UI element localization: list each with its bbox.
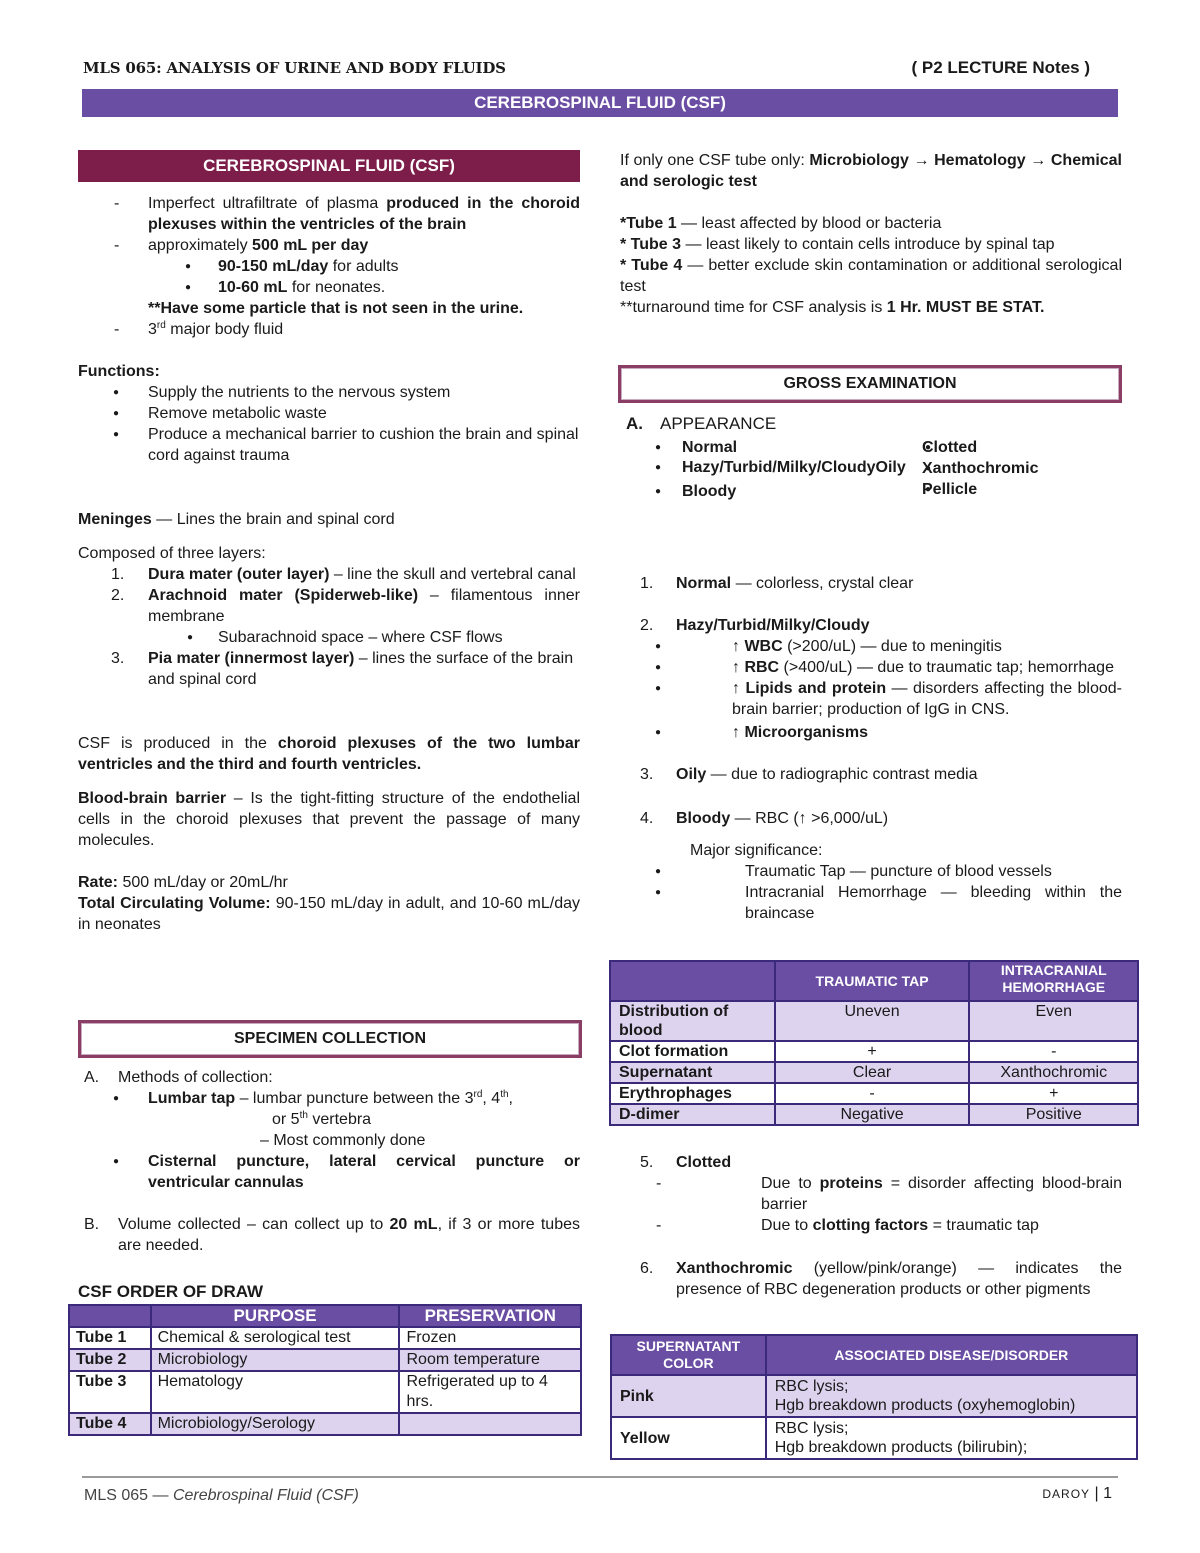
appearance-item: ● Xanthochromic bbox=[890, 458, 1038, 479]
tube1-note: *Tube 1 — least affected by blood or bacteria bbox=[620, 215, 942, 232]
appearance-block bbox=[620, 413, 1122, 502]
function-item: ● Produce a mechanical barrier to cushion the brain and spinal cord against trauma bbox=[78, 424, 580, 466]
table-cell: Clear bbox=[775, 1062, 970, 1083]
major-significance: Major significance: bbox=[690, 842, 823, 859]
total-circulating-volume: Total Circulating Volume: 90-150 mL/day in adult, and 10-60 mL/day in neonates bbox=[78, 895, 580, 933]
tube3-note: * Tube 3 — least likely to contain cells introduce by spinal tap bbox=[620, 236, 1055, 253]
table-cell: Hematology bbox=[151, 1371, 400, 1413]
table-header-row bbox=[610, 961, 1138, 1001]
table-cell: D-dimer bbox=[610, 1104, 775, 1125]
table-cell: Microbiology/Serology bbox=[151, 1413, 400, 1435]
clotted-proteins: - Due to proteins = disorder affecting blood-brain barrier bbox=[620, 1173, 1122, 1215]
specimen-section-header: SPECIMEN COLLECTION bbox=[78, 1020, 582, 1058]
function-item: ● Remove metabolic waste bbox=[78, 403, 580, 424]
table-cell: Pink bbox=[611, 1375, 766, 1417]
appearance-item: ● Pellicle bbox=[890, 479, 1038, 500]
csf-production: CSF is produced in the choroid plexuses of the two lumbar ventricles and the third and fourth ventricles. bbox=[78, 735, 580, 773]
table-row bbox=[69, 1413, 581, 1435]
table-cell: - bbox=[775, 1083, 970, 1104]
appearance-item: ● Normal bbox=[620, 437, 860, 458]
table-cell: Negative bbox=[775, 1104, 970, 1125]
csf-section-header: CEREBROSPINAL FLUID (CSF) bbox=[78, 150, 580, 182]
table-header-row bbox=[69, 1305, 581, 1327]
clotted-factors: - Due to clotting factors = traumatic tap bbox=[620, 1215, 1122, 1236]
csf-daily-volume: - approximately 500 mL per day bbox=[78, 235, 580, 256]
course-title: MLS 065: ANALYSIS OF URINE AND BODY FLUIDS bbox=[83, 59, 506, 77]
xanthochromic-def: 6. Xanthochromic (yellow/pink/orange) — indicates the presence of RBC degeneration products or other pigments bbox=[640, 1260, 1122, 1298]
table-row bbox=[69, 1371, 581, 1413]
table-cell: Room temperature bbox=[399, 1349, 581, 1371]
left-column bbox=[76, 150, 581, 1432]
table-row bbox=[610, 1001, 1138, 1041]
table-header bbox=[69, 1305, 151, 1327]
gross-exam-header: GROSS EXAMINATION bbox=[618, 365, 1122, 403]
layer-dura: 1. Dura mater (outer layer) – line the skull and vertebral canal bbox=[111, 566, 576, 583]
table-row bbox=[610, 1104, 1138, 1125]
table-row bbox=[610, 1041, 1138, 1062]
table-cell: Uneven bbox=[775, 1001, 970, 1041]
appearance-list-left bbox=[620, 437, 906, 502]
hazy-heading: 2. Hazy/Turbid/Milky/Cloudy bbox=[640, 617, 870, 634]
table-cell: + bbox=[775, 1041, 970, 1062]
traumatic-vs-hemorrhage-table bbox=[609, 960, 1139, 1126]
meninges-definition: Meninges — Lines the brain and spinal cord bbox=[78, 511, 395, 528]
functions-title: Functions: bbox=[78, 363, 160, 380]
table-cell: Yellow bbox=[611, 1417, 766, 1459]
lumbar-tap-cont: or 5th vertebra bbox=[272, 1110, 372, 1128]
notes-label: ( P2 LECTURE Notes ) bbox=[911, 58, 1090, 77]
table-cell bbox=[399, 1413, 581, 1435]
table-header: SUPERNATANT COLOR bbox=[611, 1335, 766, 1375]
table-cell: RBC lysis; Hgb breakdown products (oxyhemoglobin) bbox=[766, 1375, 1137, 1417]
table-header bbox=[610, 961, 775, 1001]
particle-note: **Have some particle that is not seen in the urine. bbox=[148, 300, 524, 317]
hazy-lipids: ● ↑ Lipids and protein — disorders affecting the blood-brain barrier; production of IgG in CNS. bbox=[620, 678, 1122, 720]
appearance-item: ● Clotted bbox=[890, 437, 1038, 458]
lumbar-tap: ● Lumbar tap – lumbar puncture between the 3rd, 4th, bbox=[78, 1088, 580, 1109]
clotted-xantho-block bbox=[620, 1152, 1122, 1300]
table-cell: Tube 2 bbox=[69, 1349, 151, 1371]
footer-course: MLS 065 — Cerebrospinal Fluid (CSF) bbox=[84, 1487, 359, 1504]
appearance-item: ● Bloody bbox=[620, 481, 860, 502]
table-cell: RBC lysis; Hgb breakdown products (bilirubin); bbox=[766, 1417, 1137, 1459]
blood-brain-barrier: Blood-brain barrier – Is the tight-fitting structure of the endothelial cells in the choroid plexuses that prevent the passage of many molecules. bbox=[78, 790, 581, 849]
significance-item: ● Intracranial Hemorrhage — bleeding within the braincase bbox=[620, 882, 1122, 924]
csf-rate: Rate: 500 mL/day or 20mL/hr bbox=[78, 874, 288, 891]
table-header: PRESERVATION bbox=[399, 1305, 581, 1327]
appearance-details bbox=[620, 573, 1122, 924]
table-row bbox=[610, 1062, 1138, 1083]
table-header-row bbox=[611, 1335, 1137, 1375]
table-header: PURPOSE bbox=[151, 1305, 400, 1327]
tube4-note: * Tube 4 — better exclude skin contamination or additional serological test bbox=[620, 257, 1123, 295]
table-cell: Tube 1 bbox=[69, 1327, 151, 1349]
hazy-wbc: ● ↑ WBC (>200/uL) — due to meningitis bbox=[620, 636, 1122, 657]
hazy-microorganisms: ● ↑ Microorganisms bbox=[620, 722, 1122, 743]
appearance-list-right bbox=[890, 437, 1038, 502]
table-row bbox=[610, 1083, 1138, 1104]
footer-page: DAROY | 1 bbox=[1042, 1485, 1112, 1502]
one-tube-order: If only one CSF tube only: Microbiology → Hematology → Chemical and serologic test bbox=[620, 152, 1122, 190]
layers-intro: Composed of three layers: bbox=[78, 545, 266, 562]
table-cell: Erythrophages bbox=[610, 1083, 775, 1104]
collection-block bbox=[78, 1067, 580, 1256]
volume-collected: B. Volume collected – can collect up to 20 mL, if 3 or more tubes are needed. bbox=[84, 1216, 581, 1254]
third-fluid: - 3rd major body fluid bbox=[78, 319, 580, 340]
appearance-heading: A. APPEARANCE bbox=[626, 414, 777, 433]
table-cell: + bbox=[969, 1083, 1138, 1104]
hazy-rbc: ● ↑ RBC (>400/uL) — due to traumatic tap; hemorrhage bbox=[620, 657, 1122, 678]
table-cell: Positive bbox=[969, 1104, 1138, 1125]
table-header: INTRACRANIAL HEMORRHAGE bbox=[969, 961, 1138, 1001]
table-row bbox=[611, 1417, 1137, 1459]
table-cell: Even bbox=[969, 1001, 1138, 1041]
table-cell: Clot formation bbox=[610, 1041, 775, 1062]
significance-item: ● Traumatic Tap — puncture of blood vessels bbox=[620, 861, 1122, 882]
right-column bbox=[619, 150, 1123, 1456]
appearance-item: ● Hazy/Turbid/Milky/CloudyOily bbox=[620, 458, 860, 478]
table-cell: Tube 4 bbox=[69, 1413, 151, 1435]
layer-pia: 3. Pia mater (innermost layer) – lines the surface of the brain and spinal cord bbox=[111, 650, 574, 688]
table-cell: Microbiology bbox=[151, 1349, 400, 1371]
neonate-volume: ● 10-60 mL for neonates. bbox=[78, 277, 580, 298]
table-header: TRAUMATIC TAP bbox=[775, 961, 970, 1001]
normal-def: 1. Normal — colorless, crystal clear bbox=[640, 575, 914, 592]
bloody-def: 4. Bloody — RBC (↑ >6,000/uL) bbox=[640, 810, 889, 827]
table-cell: Chemical & serological test bbox=[151, 1327, 400, 1349]
turnaround-note: **turnaround time for CSF analysis is 1 Hr. MUST BE STAT. bbox=[620, 299, 1045, 316]
topic-banner: CEREBROSPINAL FLUID (CSF) bbox=[82, 89, 1118, 117]
table-row bbox=[69, 1349, 581, 1371]
adult-volume: ● 90-150 mL/day for adults bbox=[78, 256, 580, 277]
footer-divider bbox=[82, 1476, 1118, 1478]
table-cell: Supernatant bbox=[610, 1062, 775, 1083]
table-cell: Frozen bbox=[399, 1327, 581, 1349]
oily-def: 3. Oily — due to radiographic contrast media bbox=[640, 766, 978, 783]
table-cell: - bbox=[969, 1041, 1138, 1062]
clotted-heading: 5. Clotted bbox=[640, 1154, 732, 1171]
lumbar-common: – Most commonly done bbox=[260, 1132, 426, 1149]
table-cell: Xanthochromic bbox=[969, 1062, 1138, 1083]
csf-definition: - Imperfect ultrafiltrate of plasma produced in the choroid plexuses within the ventricles of the brain bbox=[78, 193, 580, 235]
supernatant-color-table bbox=[610, 1334, 1138, 1460]
table-cell: Tube 3 bbox=[69, 1371, 151, 1413]
order-of-draw-title: CSF ORDER OF DRAW bbox=[78, 1282, 264, 1301]
table-cell: Distribution of blood bbox=[610, 1001, 775, 1041]
table-row bbox=[69, 1327, 581, 1349]
order-of-draw-table bbox=[68, 1304, 582, 1436]
subarachnoid-space: ● Subarachnoid space – where CSF flows bbox=[78, 627, 580, 648]
layer-arachnoid: 2. Arachnoid mater (Spiderweb-like) – filamentous inner membrane bbox=[111, 587, 580, 625]
table-header: ASSOCIATED DISEASE/DISORDER bbox=[766, 1335, 1137, 1375]
methods-heading: A. Methods of collection: bbox=[84, 1069, 273, 1086]
function-item: ● Supply the nutrients to the nervous system bbox=[78, 382, 580, 403]
other-punctures: ● Cisternal puncture, lateral cervical puncture or ventricular cannulas bbox=[78, 1151, 580, 1193]
table-row bbox=[611, 1375, 1137, 1417]
table-cell: Refrigerated up to 4 hrs. bbox=[399, 1371, 581, 1413]
